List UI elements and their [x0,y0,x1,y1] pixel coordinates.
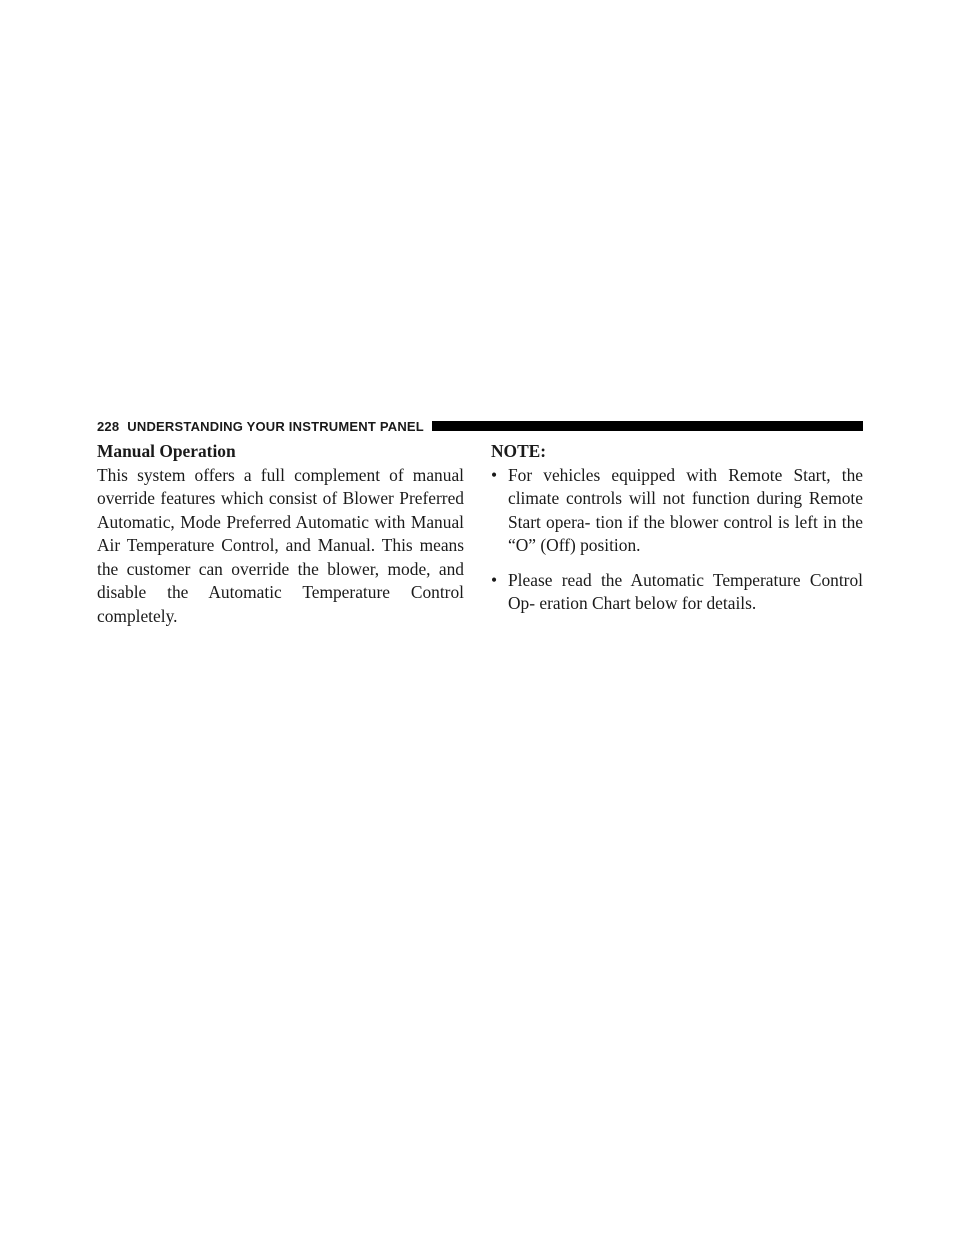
manual-operation-heading: Manual Operation [97,441,236,461]
note-bullet-text: Please read the Automatic Temperature Control Op- eration Chart below for details. [508,569,863,613]
note-bullet-item [491,569,863,616]
bullet-mark: • [491,569,498,590]
manual-operation-paragraph: This system offers a full complement of manual override features which consist of Blower Preferred Automatic, Mode Preferred Automatic with Manual Air Temperature Control, and Manual. This means the customer can override the blower, mode, and disable the Automatic Temperature Control completely. [97,464,464,626]
note-heading: NOTE: [491,441,547,461]
note-bullet-item [491,464,863,558]
bullet-mark: • [491,464,498,485]
note-bullet-text: For vehicles equipped with Remote Start, the climate controls will not function during Remote Start opera- tion if the blower control is left in the “O” (Off) position. [508,464,863,555]
left-column [97,440,464,628]
right-column [491,440,863,627]
header-rule [432,421,863,431]
page-number: 228 [97,418,120,434]
section-title: UNDERSTANDING YOUR INSTRUMENT PANEL [127,418,424,434]
note-bullet-list [491,464,863,616]
page-header [97,416,863,436]
